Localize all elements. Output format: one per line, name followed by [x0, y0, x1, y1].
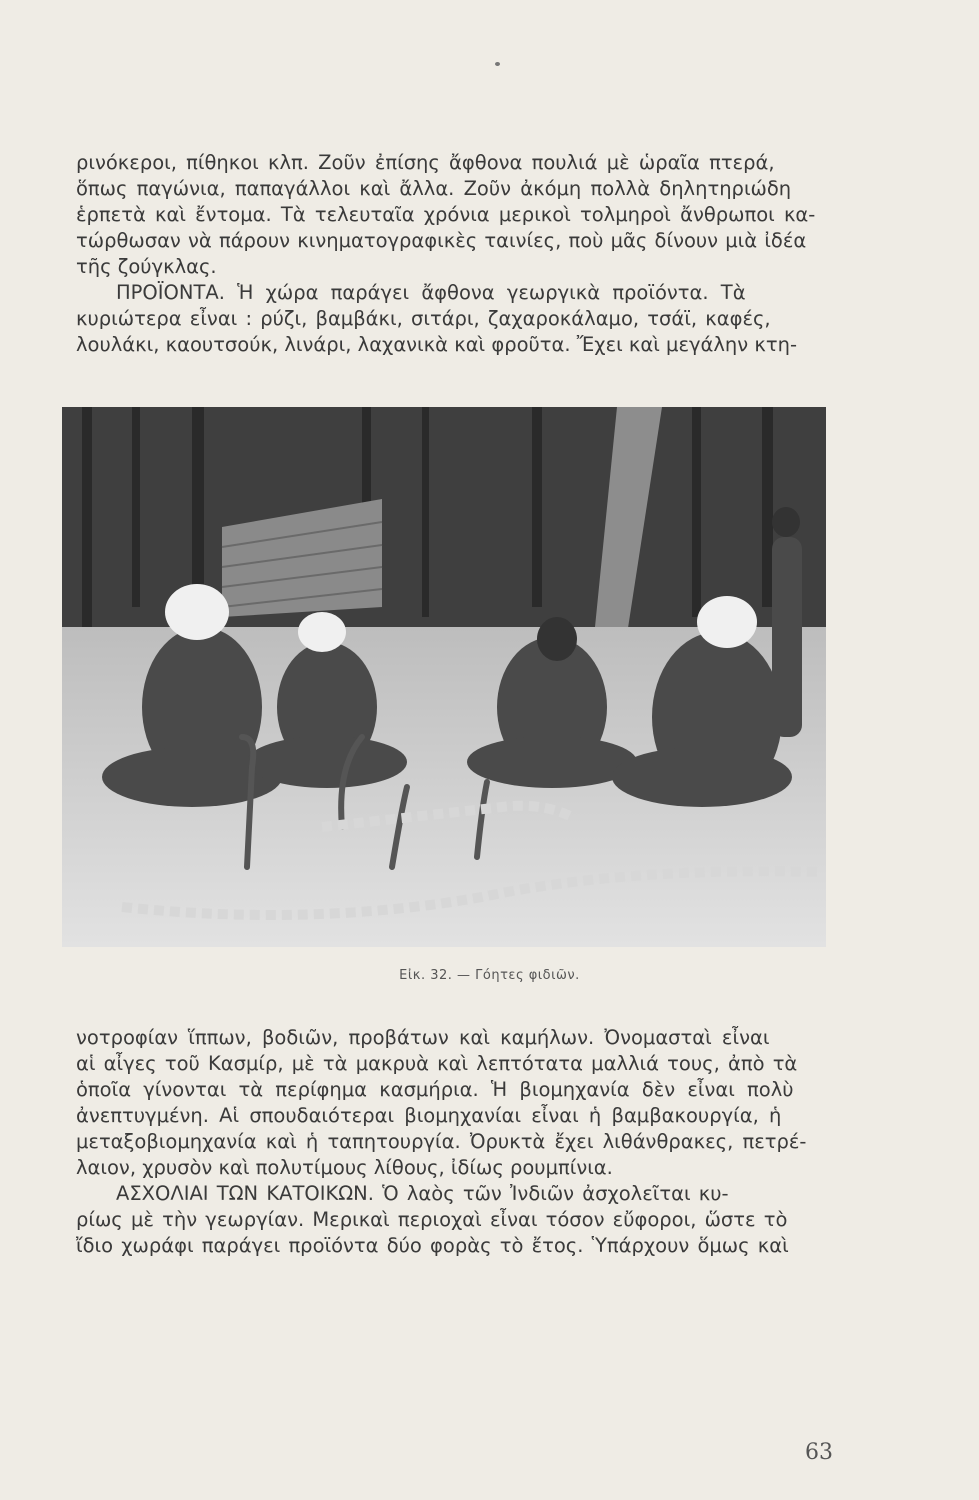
text-line: μεταξοβιομηχανία καὶ ἡ ταπητουργία. Ὀρυκτὰ ἔχει λιθάνθρακες, πετρέ- [76, 1130, 807, 1153]
text-line: ΑΣΧΟΛΙΑΙ ΤΩΝ ΚΑΤΟΙΚΩΝ. Ὁ λαὸς τῶν Ἰνδιῶν ἀσχολεῖται κυ- [116, 1182, 729, 1205]
text-line: ΠΡΟΪΟΝΤΑ. Ἡ χώρα παράγει ἄφθονα γεωργικὰ προϊόντα. Τὰ [116, 281, 746, 304]
text-line: τῆς ζούγκλας. [76, 255, 217, 278]
text-line: κυριώτερα εἶναι : ρύζι, βαμβάκι, σιτάρι, ζαχαροκάλαμο, τσάϊ, καφές, [76, 307, 771, 330]
page-number: 63 [805, 1440, 833, 1465]
paragraph-bottom [76, 1025, 840, 1259]
text-line: ρίως μὲ τὴν γεωργίαν. Μερικαὶ περιοχαὶ εἶναι τόσον εὔφοροι, ὥστε τὸ [76, 1208, 788, 1231]
photo-illustration [62, 407, 826, 947]
text-line: τώρθωσαν νὰ πάρουν κινηματογραφικὲς ταινίες, ποὺ μᾶς δίνουν μιὰ ἰδέα [76, 229, 807, 252]
text-line: λουλάκι, καουτσούκ, λινάρι, λαχανικὰ καὶ φροῦτα. Ἔχει καὶ μεγάλην κτη- [76, 333, 798, 356]
text-line: αἱ αἶγες τοῦ Κασμίρ, μὲ τὰ μακρυὰ καὶ λεπτότατα μαλλιά τους, ἀπὸ τὰ [76, 1052, 798, 1075]
text-line: ἴδιο χωράφι παράγει προϊόντα δύο φορὰς τὸ ἔτος. Ὑπάρχουν ὅμως καὶ [76, 1234, 789, 1257]
text-line: ὅπως παγώνια, παπαγάλλοι καὶ ἄλλα. Ζοῦν ἀκόμη πολλὰ δηλητηριώδη [76, 177, 792, 200]
paragraph-top [76, 150, 840, 358]
text-line: ὁποῖα γίνονται τὰ περίφημα κασμήρια. Ἡ βιομηχανία δὲν εἶναι πολὺ [76, 1078, 794, 1101]
photo-snake-charmers [62, 407, 826, 947]
text-line: ἑρπετὰ καὶ ἔντομα. Τὰ τελευταῖα χρόνια μερικοὶ τολμηροὶ ἄνθρωποι κα- [76, 203, 816, 226]
figure-caption: Εἰκ. 32. — Γόητες φιδιῶν. [399, 968, 580, 983]
text-line: ρινόκεροι, πίθηκοι κλπ. Ζοῦν ἐπίσης ἄφθονα πουλιά μὲ ὡραῖα πτερά, [76, 151, 775, 174]
ink-speck [495, 62, 500, 66]
text-line: λαιον, χρυσὸν καὶ πολυτίμους λίθους, ἰδίως ρουμπίνια. [76, 1156, 613, 1179]
text-line: ἀνεπτυγμένη. Αἱ σπουδαιότεραι βιομηχανίαι εἶναι ἡ βαμβακουργία, ἡ [76, 1104, 782, 1127]
text-line: νοτροφίαν ἵππων, βοδιῶν, προβάτων καὶ καμήλων. Ὀνομασταὶ εἶναι [76, 1026, 770, 1049]
